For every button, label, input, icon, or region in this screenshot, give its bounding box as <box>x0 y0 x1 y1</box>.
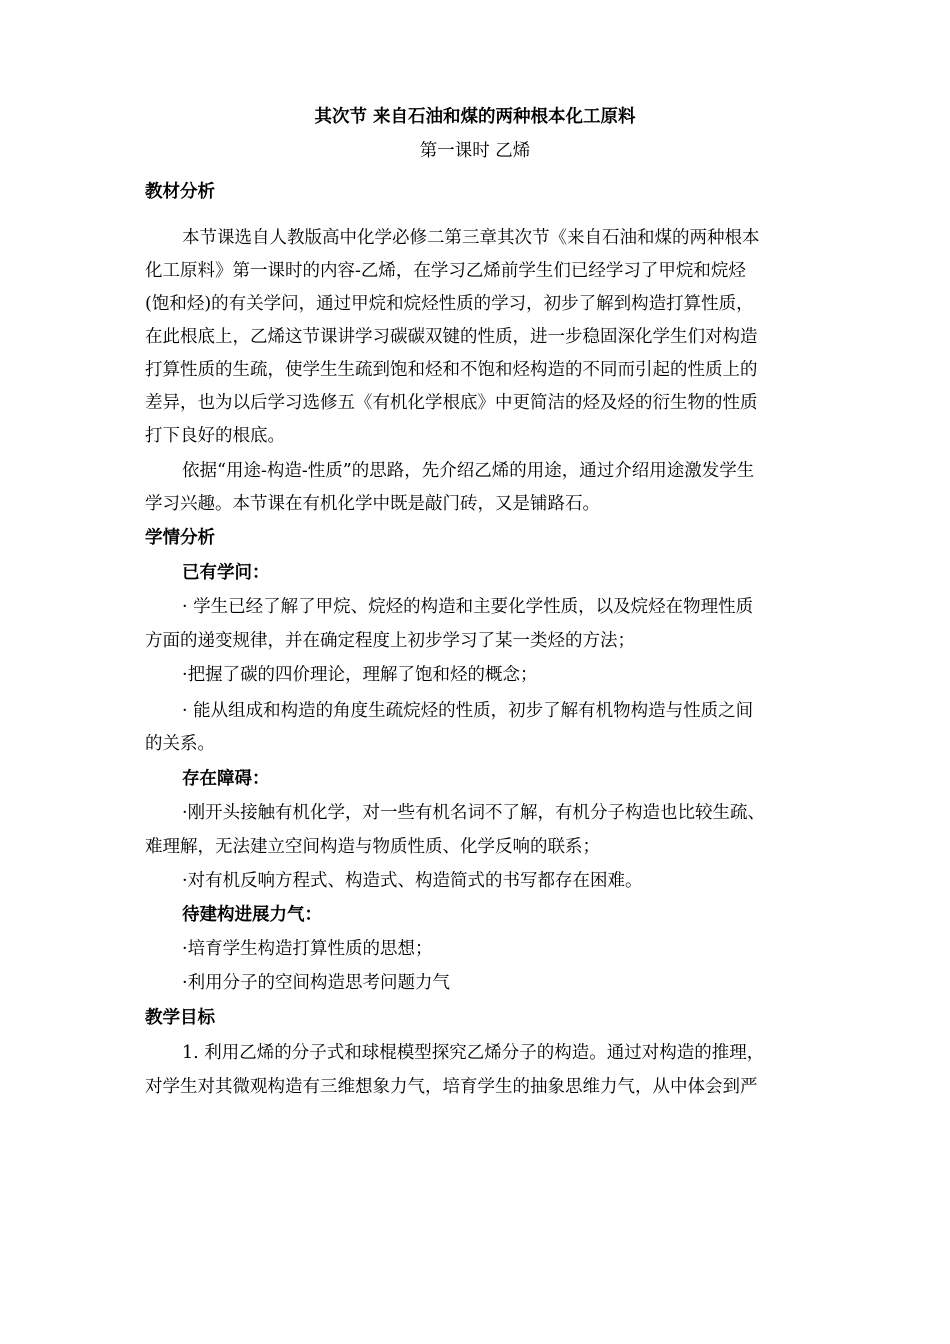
bullet-line: 的关系。 <box>145 734 215 754</box>
section-heading-goals: 教学目标 <box>145 1008 215 1028</box>
bullet-line: ·利用分子的空间构造思考问题力气 <box>182 973 451 993</box>
paragraph-line: 在此根底上，乙烯这节课讲学习碳碳双键的性质，进一步稳固深化学生们对构造 <box>145 327 758 347</box>
bullet-line: ·培育学生构造打算性质的思想； <box>182 939 433 959</box>
paragraph-line: 化工原料》第一课时的内容-乙烯，在学习乙烯前学生们已经学习了甲烷和烷烃 <box>145 261 746 281</box>
bullet-line: · 学生已经了解了甲烷、烷烃的构造和主要化学性质，以及烷烃在物理性质 <box>182 597 754 617</box>
bullet-line: ·刚开头接触有机化学，对一些有机名词不了解，有机分子构造也比较生疏、 <box>182 803 766 823</box>
subheading-obstacles: 存在障碍： <box>182 769 270 789</box>
document-title: 其次节 来自石油和煤的两种根本化工原料 <box>314 107 636 127</box>
bullet-line: · 能从组成和构造的角度生疏烷烃的性质，初步了解有机物构造与性质之间 <box>182 701 754 721</box>
paragraph-line: 打下良好的根底。 <box>145 426 285 446</box>
bullet-line: 方面的递变规律，并在确定程度上初步学习了某一类烃的方法； <box>145 631 635 651</box>
paragraph-line: 打算性质的生疏，使学生生疏到饱和烃和不饱和烃构造的不同而引起的性质上的 <box>145 360 758 380</box>
paragraph-line: 本节课选自人教版高中化学必修二第三章其次节《来自石油和煤的两种根本 <box>182 228 760 248</box>
bullet-line: ·对有机反响方程式、构造式、构造简式的书写都存在困难。 <box>182 871 643 891</box>
subheading-known: 已有学问： <box>182 563 270 583</box>
numbered-line: 对学生对其微观构造有三维想象力气，培育学生的抽象思维力气，从中体会到严 <box>145 1077 758 1097</box>
subheading-develop: 待建构进展力气： <box>182 905 322 925</box>
paragraph-line: 依据“用途-构造-性质”的思路，先介绍乙烯的用途，通过介绍用途激发学生 <box>182 461 755 481</box>
bullet-line: ·把握了碳的四价理论，理解了饱和烃的概念； <box>182 665 538 685</box>
document-subtitle: 第一课时 乙烯 <box>419 141 531 161</box>
section-heading-learners: 学情分析 <box>145 528 215 548</box>
paragraph-line: 学习兴趣。本节课在有机化学中既是敲门砖，又是铺路石。 <box>145 494 600 514</box>
section-heading-textbook: 教材分析 <box>145 182 215 202</box>
numbered-line: 1. 利用乙烯的分子式和球棍模型探究乙烯分子的构造。通过对构造的推理， <box>182 1043 765 1063</box>
paragraph-line: 差异，也为以后学习选修五《有机化学根底》中更简洁的烃及烃的衍生物的性质 <box>145 393 758 413</box>
bullet-line: 难理解，无法建立空间构造与物质性质、化学反响的联系； <box>145 837 600 857</box>
paragraph-line: (饱和烃)的有关学问，通过甲烷和烷烃性质的学习，初步了解到构造打算性质， <box>145 294 754 314</box>
